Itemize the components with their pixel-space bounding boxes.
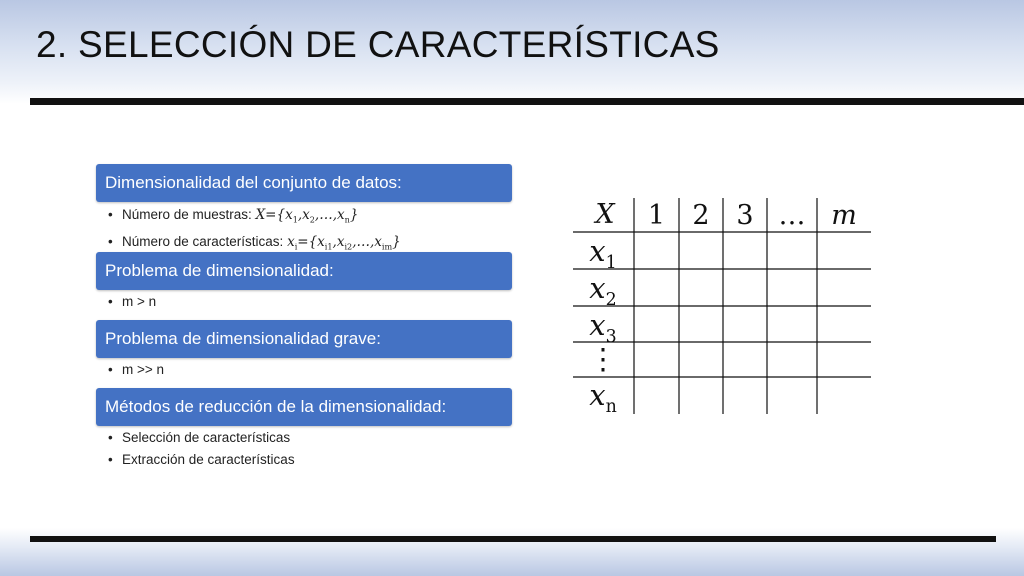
matrix-col-ellipsis: … (778, 200, 806, 231)
section-header-problem: Problema de dimensionalidad: (96, 252, 512, 290)
bullet-m-gg-n: • m >> n (108, 359, 164, 381)
matrix-row-x2: $x_2$ (589, 271, 617, 310)
section-header-dimensionality: Dimensionalidad del conjunto de datos: (96, 164, 512, 202)
bullet-samples-label: Número de muestras: (122, 207, 256, 222)
slide-title: 2. SELECCIÓN DE CARACTERÍSTICAS (36, 24, 720, 65)
bullet-feature-extraction: • Extracción de características (108, 449, 295, 471)
matrix-col-1: 1 (647, 200, 666, 231)
bullet-samples (108, 204, 401, 231)
matrix-col-2: 2 (692, 200, 710, 231)
matrix-row-xn: $x_n$ (589, 378, 617, 417)
bullet-m-gt-n: • m > n (108, 291, 156, 313)
matrix-row-vdots: ⋮ (588, 342, 618, 376)
matrix-row-x3: $x_3$ (589, 308, 617, 347)
matrix-col-m: m (831, 200, 857, 231)
matrix-row-x1: $x_1$ (589, 234, 617, 273)
bullet-list-severe-problem (108, 359, 164, 381)
bullet-feature-selection: • Selección de características (108, 427, 295, 449)
footer-divider (30, 536, 996, 542)
header-divider (30, 98, 1024, 105)
bullet-list-problem (108, 291, 156, 313)
bullet-list-dimensionality (108, 204, 401, 257)
bullet-samples-math: $X=\{x_1,x_2,\dots,x_n\}$ (255, 207, 359, 225)
matrix-col-3: 3 (736, 200, 754, 231)
data-matrix (573, 196, 875, 416)
bullet-list-reduction-methods (108, 427, 295, 471)
bullet-features-label: Número de características: (122, 233, 288, 249)
matrix-corner-label: X (595, 199, 615, 230)
section-header-reduction-methods: Métodos de reducción de la dimensionalidad: (96, 388, 512, 426)
bullet-features-math: $x_i=\{x_{i1},x_{i2},\dots,x_{im}\}$ (287, 233, 401, 252)
section-header-severe-problem: Problema de dimensionalidad grave: (96, 320, 512, 358)
